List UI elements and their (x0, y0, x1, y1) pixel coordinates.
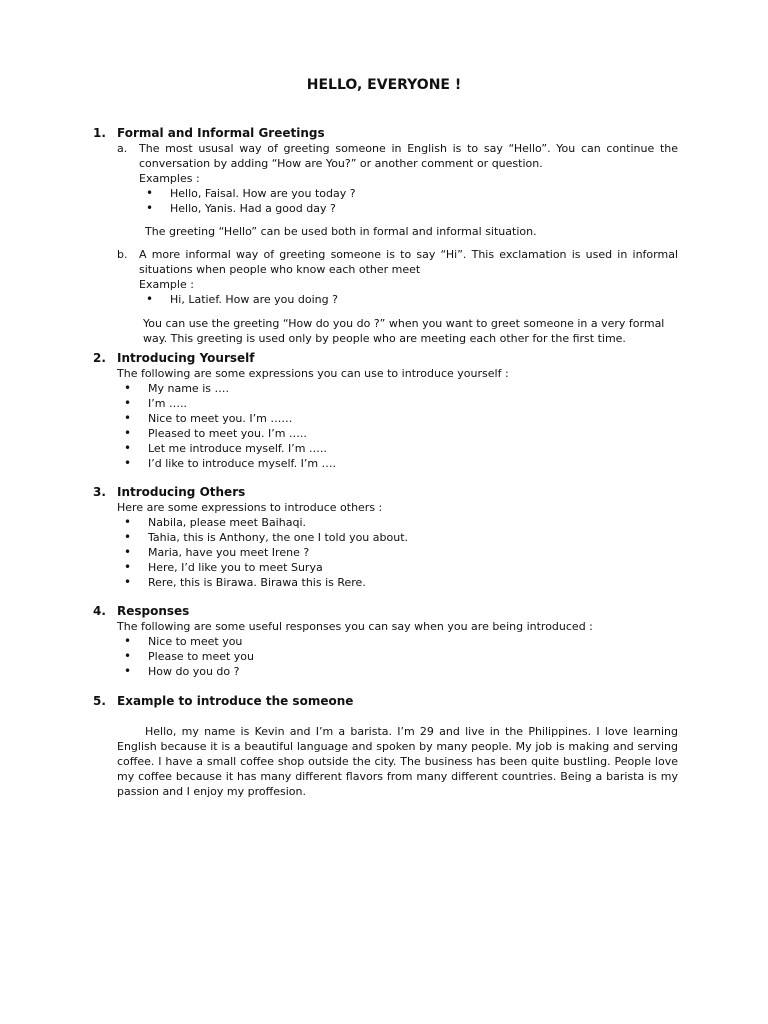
list-item: • Hello, Faisal. How are you today ? (139, 186, 678, 201)
section-body (117, 366, 678, 471)
section-title: Introducing Others (117, 485, 246, 499)
section-number: 2. (93, 351, 106, 365)
examples-label: Example : (139, 278, 194, 291)
section-title: Example to introduce the someone (117, 694, 354, 708)
section-intro: Here are some expressions to introduce others : (117, 501, 383, 514)
list-item: • Let me introduce myself. I’m ….. (117, 441, 678, 456)
section-body (117, 500, 678, 590)
section-heading (93, 484, 678, 500)
list-item: • Rere, this is Birawa. Birawa this is Rere. (117, 575, 678, 590)
section-responses (93, 603, 678, 679)
page-title: HELLO, EVERYONE ! (306, 77, 462, 93)
subsection-b (117, 247, 678, 346)
list-item: • Nice to meet you. I’m …… (117, 411, 678, 426)
list-item: • Hi, Latief. How are you doing ? (139, 292, 678, 307)
section-title: Formal and Informal Greetings (117, 126, 325, 140)
list-item: • Nice to meet you (117, 634, 678, 649)
examples-list (139, 186, 678, 216)
list-item: • Here, I’d like you to meet Surya (117, 560, 678, 575)
examples-list (139, 292, 678, 307)
examples-label: Examples : (139, 172, 200, 185)
list-item: • Pleased to meet you. I’m ….. (117, 426, 678, 441)
section-title: Responses (117, 604, 190, 618)
list-item: • I’m ….. (117, 396, 678, 411)
list-item: • Nabila, please meet Baihaqi. (117, 515, 678, 530)
subsection-note: The greeting “Hello” can be used both in formal and informal situation. (145, 225, 537, 238)
expressions-list (117, 515, 678, 590)
section-number: 1. (93, 126, 106, 140)
section-number: 3. (93, 485, 106, 499)
subsection-text: The most ususal way of greeting someone in English is to say “Hello”. You can continue the conversation by adding “How are You?” or another comment or question. (139, 142, 678, 170)
list-item: • How do you do ? (117, 664, 678, 679)
section-body (117, 141, 678, 346)
section-formal-informal-greetings (93, 125, 678, 346)
section-intro: The following are some useful responses you can say when you are being introduced : (117, 620, 593, 633)
list-item: • Maria, have you meet Irene ? (117, 545, 678, 560)
subsection-a (117, 141, 678, 239)
subsection-note: You can use the greeting “How do you do ?” when you want to greet someone in a very formal way. This greeting is used only by people who are meeting each other for the first time. (143, 317, 665, 345)
section-example-introduction (93, 693, 678, 799)
subsection-text: A more informal way of greeting someone is to say “Hi”. This exclamation is used in informal situations when people who know each other meet (139, 248, 678, 276)
section-heading (93, 125, 678, 141)
section-number: 5. (93, 694, 106, 708)
list-item: • Please to meet you (117, 649, 678, 664)
subsection-letter: b. (117, 248, 128, 261)
expressions-list (117, 381, 678, 471)
section-introducing-others (93, 484, 678, 590)
section-heading (93, 693, 678, 709)
section-number: 4. (93, 604, 106, 618)
example-paragraph: Hello, my name is Kevin and I’m a barista. I’m 29 and live in the Philippines. I love learning English because it is a beautiful language and spoken by many people. My job is making and serving coffee. I have a small coffee shop outside the city. The business has been quite bustling. People love my coffee because it has many different flavors from many different countries. Being a barista is my passion and I enjoy my proffesion. (117, 725, 678, 798)
section-intro: The following are some expressions you can use to introduce yourself : (117, 367, 509, 380)
list-item: • Hello, Yanis. Had a good day ? (139, 201, 678, 216)
section-body (117, 619, 678, 679)
responses-list (117, 634, 678, 679)
list-item: • I’d like to introduce myself. I’m …. (117, 456, 678, 471)
section-introducing-yourself (93, 350, 678, 471)
list-item: • My name is …. (117, 381, 678, 396)
subsection-letter: a. (117, 142, 128, 155)
section-body (117, 724, 678, 799)
section-heading (93, 350, 678, 366)
section-title: Introducing Yourself (117, 351, 255, 365)
list-item: • Tahia, this is Anthony, the one I told you about. (117, 530, 678, 545)
section-heading (93, 603, 678, 619)
